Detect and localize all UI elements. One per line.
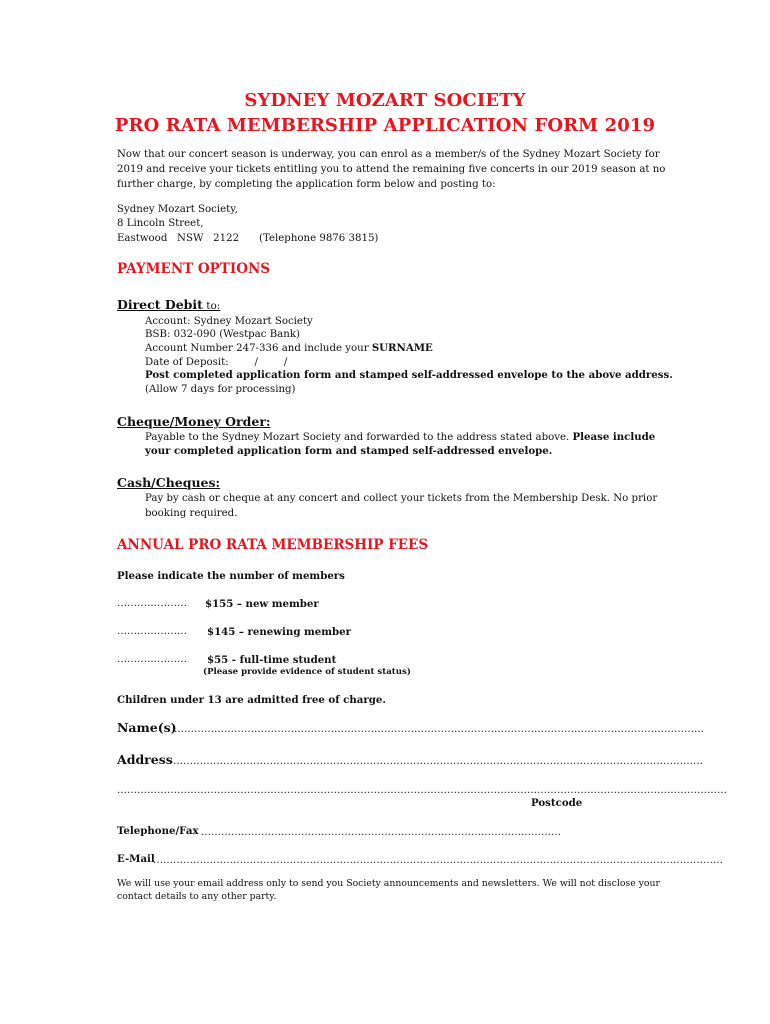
fee-renewing-member: $145 – renewing member [207,626,352,638]
address-label: Address [117,752,173,767]
dd-account-number [145,341,433,356]
dd-post-instruction: Post completed application form and stamped self-addressed envelope to the above address. [145,369,673,381]
cash-line-1: Pay by cash or cheque at any concert and collect your tickets from the Membership Desk. No prior [145,493,658,504]
email-label: E-Mail [117,853,155,865]
address-field[interactable]: …………………………………………………………………………………………………………………………………………… [173,756,703,767]
intro-line-2: 2019 and receive your tickets entitling you to attend the remaining five concerts in our 2019 season at no [117,164,666,175]
fees-indicate: Please indicate the number of members [117,570,345,582]
direct-debit-title: Direct Debit [117,297,203,312]
page-title: SYDNEY MOZART SOCIETY [244,90,526,111]
address-phone: (Telephone 9876 3815) [259,233,379,244]
form-title: PRO RATA MEMBERSHIP APPLICATION FORM 2019 [114,115,656,136]
student-count-field[interactable]: ………………… [117,654,187,665]
payment-options-heading: PAYMENT OPTIONS [117,261,271,277]
cheque-line-2: your completed application form and stamped self-addressed envelope. [145,445,553,457]
dd-account-number-text: Account Number 247-336 and include your [145,343,372,354]
fees-heading: ANNUAL PRO RATA MEMBERSHIP FEES [117,537,429,553]
cash-heading: Cash/Cheques: [117,475,221,490]
postcode-label: Postcode [531,797,583,809]
cheque-line-1-text: Payable to the Sydney Mozart Society and forwarded to the address stated above. [145,432,573,443]
privacy-line-1: We will use your email address only to send you Society announcements and newsletters. We will not disclose your [117,878,660,889]
name-field[interactable]: …………………………………………………………………………………………………………………………………………… [174,724,704,735]
fee-new-member: $155 – new member [205,598,319,610]
dd-allow-days: (Allow 7 days for processing) [145,384,296,395]
intro-line-1: Now that our concert season is underway, you can enrol as a member/s of the Sydney Mozart Society for [117,149,660,160]
address-field-line-2[interactable]: ………………………………………………………………………………………………………………………………………………………………… [117,785,727,796]
address-line-2: 8 Lincoln Street, [117,218,204,229]
name-label: Name(s) [117,720,177,735]
cheque-heading: Cheque/Money Order: [117,414,271,429]
phone-field[interactable]: ……………………………………………………………………………………………… [201,827,561,838]
direct-debit-heading [117,297,220,312]
dd-surname: SURNAME [371,342,433,354]
address-line-3: Eastwood NSW 2122 [117,233,240,244]
new-member-count-field[interactable]: ………………… [117,598,187,609]
dd-bsb: BSB: 032-090 (Westpac Bank) [145,329,300,340]
address-line-1: Sydney Mozart Society, [117,204,238,215]
email-field[interactable]: ……………………………………………………………………………………………………………………………………………………… [153,855,723,866]
dd-date-of-deposit: Date of Deposit: / / [145,357,288,368]
privacy-line-2: contact details to any other party. [117,891,277,902]
intro-line-3: further charge, by completing the application form below and posting to: [117,179,496,190]
phone-label: Telephone/Fax [117,825,199,837]
cheque-line-1 [145,430,655,445]
cheque-line-1-bold: Please include [572,431,656,443]
children-note: Children under 13 are admitted free of charge. [117,694,386,706]
student-note: (Please provide evidence of student status) [203,667,411,677]
cash-line-2: booking required. [145,508,238,519]
fee-student: $55 - full-time student [207,654,337,666]
direct-debit-suffix: to: [202,300,221,312]
renewing-member-count-field[interactable]: ………………… [117,626,187,637]
dd-account: Account: Sydney Mozart Society [145,316,313,327]
